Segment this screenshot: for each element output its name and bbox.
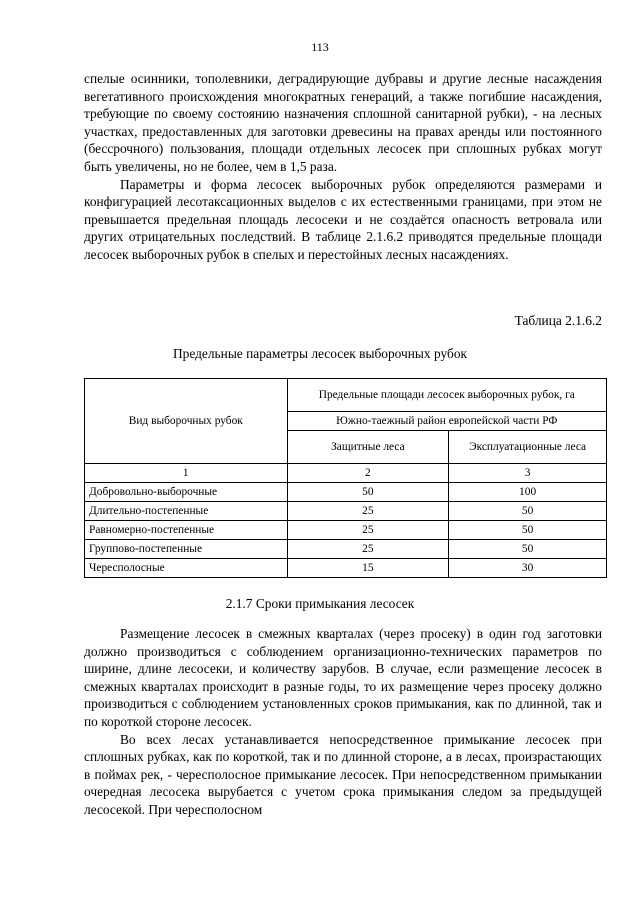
protective-area: 25 (287, 540, 449, 559)
protective-area: 25 (287, 502, 449, 521)
table-title: Предельные параметры лесосек выборочных рубок (172, 346, 468, 361)
protective-area: 15 (287, 559, 449, 578)
cutting-parameters-table (84, 378, 607, 578)
column-number-row (85, 464, 607, 483)
exploitation-area: 100 (449, 483, 607, 502)
cutting-type: Длительно-постепенные (85, 502, 288, 521)
exploitation-area: 30 (449, 559, 607, 578)
exploitation-area: 50 (449, 502, 607, 521)
paragraph-continuation: спелые осинники, тополевники, деградирующие дубравы и другие лесные насаждения вегетативного происхождения многократных генераций, а также погибшие насаждения, требующие по своему состоянию назначения сплошной санитарной рубки), - на лесных участках, предоставленных для заготовки древесины на правах аренды или постоянного (бессрочного) пользования, площади отдельных лесосек при сплошных рубках могут быть увеличены, но не более, чем в 1,5 раза. (84, 71, 602, 174)
cutting-type: Группово-постепенные (85, 540, 288, 559)
paragraph-placement: Размещение лесосек в смежных кварталах (через просеку) в один год заготовки должно производиться с соблюдением организационно-технических параметров по ширине, длине лесосеки, и количеству зарубов. В случае, если размещение лесосек в смежных кварталах происходит в разные годы, то их размещение через просеку должно производиться с соблюдением установленных сроков примыкания, как по длинной, так и по короткой стороне лесосек. (84, 626, 602, 729)
paragraph-adjacency: Во всех лесах устанавливается непосредственное примыкание лесосек при сплошных рубках, как по короткой, так и по длинной стороне, а в лесах, произрастающих в поймах рек, - чересполосное примыкание лесосек. При непосредственном примыкании очередная лесосека вырубается с учетом срока примыкания следом за предыдущей лесосекой. При чересполосном (84, 731, 602, 817)
paragraph-selective-cuttings: Параметры и форма лесосек выборочных рубок определяются размерами и конфигурацией лесотаксационных выделов с их естественными границами, при этом не превышается предельная площадь лесосеки и не создаётся опасность ветровала или других отрицательных последствий. В таблице 2.1.6.2 приводятся предельные площади лесосек выборочных рубок в спелых и перестойных лесных насаждениях. (84, 176, 602, 262)
table-row (85, 540, 607, 559)
page-number: 113 (311, 40, 329, 54)
header-cutting-type: Вид выборочных рубок (85, 379, 288, 464)
exploitation-area: 50 (449, 540, 607, 559)
protective-area: 50 (287, 483, 449, 502)
table-label: Таблица 2.1.6.2 (514, 313, 602, 328)
protective-area: 25 (287, 521, 449, 540)
header-protective-forests: Защитные леса (287, 431, 449, 464)
table-row (85, 521, 607, 540)
header-region: Южно-таежный район европейской части РФ (287, 412, 606, 431)
table-row (85, 559, 607, 578)
text-block-bottom (84, 625, 602, 819)
cutting-type: Чересполосные (85, 559, 288, 578)
table-row (85, 502, 607, 521)
header-exploitation-forests: Эксплуатационные леса (449, 431, 607, 464)
column-number: 2 (287, 464, 449, 483)
exploitation-area: 50 (449, 521, 607, 540)
column-number: 3 (449, 464, 607, 483)
cutting-type: Добровольно-выборочные (85, 483, 288, 502)
header-limit-areas: Предельные площади лесосек выборочных рубок, га (287, 379, 606, 412)
text-block-top (84, 70, 602, 264)
section-heading: 2.1.7 Сроки примыкания лесосек (225, 596, 415, 611)
table-row (85, 483, 607, 502)
cutting-type: Равномерно-постепенные (85, 521, 288, 540)
column-number: 1 (85, 464, 288, 483)
